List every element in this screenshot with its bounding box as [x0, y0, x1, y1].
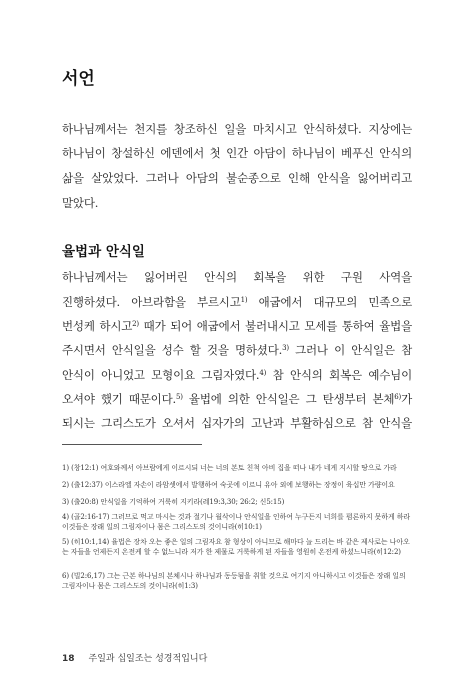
line-text: 되시는 그리스도가 오셔서 십자가의 고난과 부활하심으로 참 안식을	[62, 416, 412, 430]
footnote: 4) (골2:16-17) 그러므로 먹고 마시는 것과 절기나 월삭이나 안식일을 인하여 누구든지 너희를 폄론하지 못하게 하라 이것들은 장래 일의 그림자이나 몸은 그리스도의 것이니라(히10:1)	[62, 513, 411, 531]
intro-line: 하나님이 창설하신 에덴에서 첫 인간 아담이 하나님이 베푸신 안식의	[62, 146, 412, 160]
body-line	[62, 415, 412, 431]
line-text: 가	[401, 392, 413, 406]
intro-line: 말았다.	[62, 196, 99, 210]
footnote-ref[interactable]: 2)	[132, 320, 139, 328]
intro-line: 하나님께서는 천지를 창조하신 일을 마치시고 안식하셨다. 지상에는	[62, 122, 412, 136]
running-title: 주일과 십일조는 성경적입니다	[88, 654, 208, 664]
body-line	[62, 367, 412, 383]
page-number: 18	[62, 654, 75, 664]
line-text: 주시면서 안식일을 성수 할 것을 명하셨다.	[62, 343, 283, 357]
page-heading: 서언	[62, 69, 95, 89]
line-text: 애굽에서 대규모의 민족으로	[247, 295, 412, 309]
footnote-ref[interactable]: 1)	[240, 296, 248, 304]
line-text: 진행하셨다. 아브라함을 부르시고	[62, 295, 241, 309]
footnote-ref[interactable]: 3)	[282, 344, 289, 352]
footnote: 6) (빌2:6,17) 그는 근본 하나님의 본체시나 하나님과 동등됨을 취할 것으로 여기지 아니하시고 이것들은 장래 일의 그림자이나 몸은 그리스도의 것이니라(히1:3)	[62, 572, 406, 590]
body-line	[62, 318, 412, 334]
intro-line: 삶을 살았었다. 그러나 아담의 불순종으로 인해 안식을 잃어버리고	[62, 171, 412, 185]
footnote: 1) (창12:1) 여호와께서 아브람에게 이르시되 너는 너의 본토 친척 아비 집을 떠나 내가 네게 지시할 땅으로 가라	[62, 464, 397, 472]
line-text: 안식이 아니었고 모형이요 그림자였다.	[62, 368, 260, 382]
body-line	[62, 391, 412, 407]
footnote-ref[interactable]: 5)	[175, 393, 183, 401]
line-text: 오셔야 했기 때문이다.	[62, 392, 176, 406]
footnote-divider	[62, 444, 202, 445]
footnote: 5) (히10:1,14) 율법은 장차 오는 좋은 일의 그림자요 참 형상이 아니므로 해마다 늘 드리는 바 같은 제사로는 나아오는 자들을 언제든지 온전케 할 수 없느니라 저가 한 제물로 거룩하게 된 자들을 영원히 온전케 하셨느니라(히12:2)	[62, 538, 410, 556]
line-text: 때가 되어 애굽에서 불러내시고 모세를 통하여 율법을	[138, 319, 412, 333]
footnote: 3) (출20:8) 안식일을 기억하여 거룩히 지키라(레19:3,30; 26:2; 신5:15)	[62, 498, 285, 506]
body-line	[62, 342, 412, 358]
line-text: 하나님께서는 잃어버린 안식의 회복을 위한 구원 사역을	[62, 270, 412, 284]
footnote: 2) (출12:37) 이스라엘 자손이 라암셋에서 발행하여 숙곳에 이르니 유아 외에 보행하는 장정이 육십만 가량이요	[62, 481, 395, 489]
page-footer	[62, 651, 207, 664]
section-title: 율법과 안식일	[62, 244, 145, 260]
footnote-ref[interactable]: 6)	[394, 393, 402, 401]
line-text: 참 안식의 회복은 예수님이	[266, 368, 412, 382]
body-line	[62, 269, 412, 285]
body-line	[62, 294, 412, 310]
footnote-ref[interactable]: 4)	[259, 369, 267, 377]
line-text: 율법에 의한 안식일은 그 탄생부터 본체	[182, 392, 395, 406]
line-text: 번성케 하시고	[62, 319, 133, 333]
line-text: 그러나 이 안식일은 참	[288, 343, 412, 357]
